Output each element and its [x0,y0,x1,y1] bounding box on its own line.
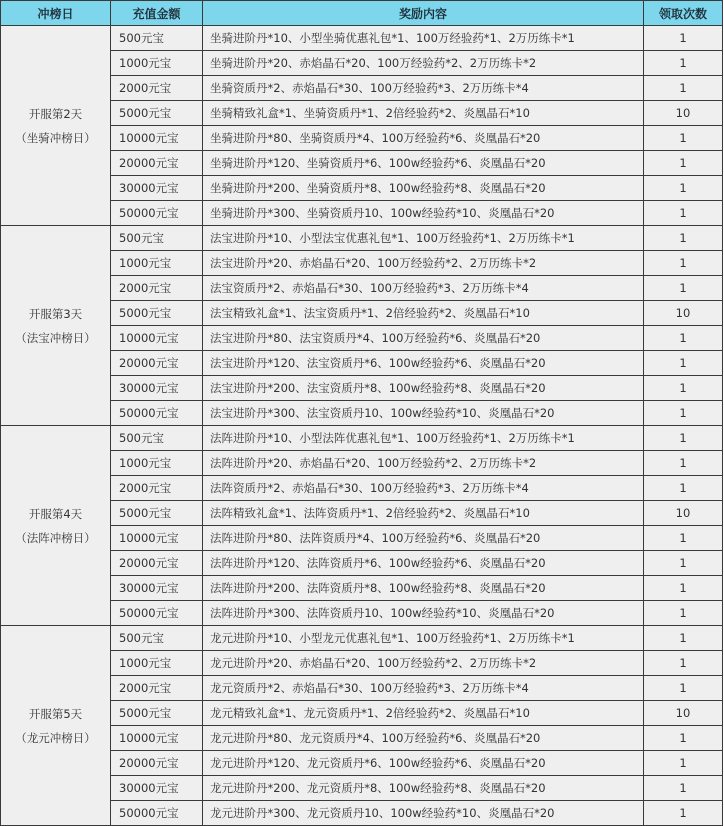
reward-content-cell: 法宝进阶丹*20、赤焰晶石*20、100万经验药*2、2万历练卡*2 [203,251,644,276]
recharge-amount-cell: 2000元宝 [111,76,203,101]
rank-day-theme: （法宝冲榜日） [15,330,96,345]
table-row [1,26,723,51]
recharge-amount-cell: 2000元宝 [111,676,203,701]
reward-content-cell: 龙元精致礼盒*1、龙元资质丹*1、2倍经验药*2、炎凰晶石*10 [203,701,644,726]
claim-count-cell: 10 [644,501,723,526]
rank-day-cell [1,626,111,826]
claim-count-cell: 1 [644,326,723,351]
reward-content-cell: 龙元进阶丹*80、龙元资质丹*4、100万经验药*6、炎凰晶石*20 [203,726,644,751]
recharge-amount-cell: 30000元宝 [111,776,203,801]
reward-content-cell: 法阵进阶丹*20、赤焰晶石*20、100万经验药*2、2万历练卡*2 [203,451,644,476]
claim-count-cell: 1 [644,401,723,426]
reward-content-cell: 龙元进阶丹*200、龙元资质丹*8、100w经验药*8、炎凰晶石*20 [203,776,644,801]
recharge-amount-cell: 500元宝 [111,626,203,651]
rank-day-label: 开服第3天 [28,306,83,321]
rank-day-cell [1,26,111,226]
recharge-amount-cell: 1000元宝 [111,451,203,476]
reward-content-cell: 法阵进阶丹*120、法阵资质丹*6、100w经验药*6、炎凰晶石*20 [203,551,644,576]
reward-content-cell: 法阵进阶丹*200、法阵资质丹*8、100w经验药*8、炎凰晶石*20 [203,576,644,601]
rank-day-theme: （法阵冲榜日） [15,530,96,545]
table-row [1,226,723,251]
recharge-amount-cell: 30000元宝 [111,176,203,201]
recharge-amount-cell: 10000元宝 [111,526,203,551]
claim-count-cell: 1 [644,551,723,576]
reward-content-cell: 法宝资质丹*2、赤焰晶石*30、100万经验药*3、2万历练卡*4 [203,276,644,301]
claim-count-cell: 1 [644,351,723,376]
claim-count-cell: 1 [644,576,723,601]
claim-count-cell: 1 [644,151,723,176]
header-reward-content: 奖励内容 [203,1,644,26]
claim-count-cell: 1 [644,126,723,151]
recharge-amount-cell: 20000元宝 [111,751,203,776]
recharge-amount-cell: 500元宝 [111,226,203,251]
recharge-amount-cell: 50000元宝 [111,601,203,626]
header-rank-day: 冲榜日 [1,1,111,26]
recharge-amount-cell: 30000元宝 [111,376,203,401]
reward-content-cell: 坐骑进阶丹*10、小型坐骑优惠礼包*1、100万经验药*1、2万历练卡*1 [203,26,644,51]
claim-count-cell: 1 [644,776,723,801]
reward-content-cell: 法阵进阶丹*10、小型法阵优惠礼包*1、100万经验药*1、2万历练卡*1 [203,426,644,451]
table-row [1,626,723,651]
claim-count-cell: 1 [644,51,723,76]
reward-content-cell: 坐骑精致礼盒*1、坐骑资质丹*1、2倍经验药*2、炎凰晶石*10 [203,101,644,126]
rank-day-label: 开服第4天 [28,506,83,521]
header-recharge-amount: 充值金额 [111,1,203,26]
header-row [1,1,723,26]
reward-content-cell: 坐骑进阶丹*300、坐骑资质丹10、100w经验药*10、炎凰晶石*20 [203,201,644,226]
claim-count-cell: 10 [644,301,723,326]
claim-count-cell: 1 [644,476,723,501]
reward-content-cell: 法宝进阶丹*120、法宝资质丹*6、100w经验药*6、炎凰晶石*20 [203,351,644,376]
recharge-amount-cell: 5000元宝 [111,101,203,126]
claim-count-cell: 1 [644,251,723,276]
recharge-amount-cell: 5000元宝 [111,501,203,526]
claim-count-cell: 1 [644,226,723,251]
recharge-amount-cell: 50000元宝 [111,801,203,826]
reward-content-cell: 法阵资质丹*2、赤焰晶石*30、100万经验药*3、2万历练卡*4 [203,476,644,501]
reward-content-cell: 法宝进阶丹*80、法宝资质丹*4、100万经验药*6、炎凰晶石*20 [203,326,644,351]
reward-content-cell: 坐骑进阶丹*120、坐骑资质丹*6、100w经验药*6、炎凰晶石*20 [203,151,644,176]
reward-content-cell: 法阵精致礼盒*1、法阵资质丹*1、2倍经验药*2、炎凰晶石*10 [203,501,644,526]
claim-count-cell: 1 [644,751,723,776]
reward-content-cell: 法阵进阶丹*300、法阵资质丹10、100w经验药*10、炎凰晶石*20 [203,601,644,626]
rank-day-theme: （龙元冲榜日） [15,730,96,745]
reward-content-cell: 法阵进阶丹*80、法阵资质丹*4、100万经验药*6、炎凰晶石*20 [203,526,644,551]
reward-content-cell: 龙元进阶丹*120、龙元资质丹*6、100w经验药*6、炎凰晶石*20 [203,751,644,776]
recharge-amount-cell: 5000元宝 [111,301,203,326]
claim-count-cell: 1 [644,176,723,201]
recharge-amount-cell: 50000元宝 [111,401,203,426]
recharge-amount-cell: 10000元宝 [111,326,203,351]
claim-count-cell: 1 [644,376,723,401]
recharge-amount-cell: 1000元宝 [111,51,203,76]
claim-count-cell: 1 [644,651,723,676]
rank-day-label: 开服第5天 [28,706,83,721]
header-claim-count: 领取次数 [644,1,723,26]
reward-content-cell: 龙元进阶丹*10、小型龙元优惠礼包*1、100万经验药*1、2万历练卡*1 [203,626,644,651]
recharge-amount-cell: 500元宝 [111,26,203,51]
claim-count-cell: 1 [644,426,723,451]
claim-count-cell: 1 [644,451,723,476]
reward-content-cell: 法宝进阶丹*200、法宝资质丹*8、100w经验药*8、炎凰晶石*20 [203,376,644,401]
reward-content-cell: 法宝进阶丹*300、法宝资质丹10、100w经验药*10、炎凰晶石*20 [203,401,644,426]
reward-content-cell: 坐骑进阶丹*80、坐骑资质丹*4、100万经验药*6、炎凰晶石*20 [203,126,644,151]
reward-content-cell: 龙元进阶丹*20、赤焰晶石*20、100万经验药*2、2万历练卡*2 [203,651,644,676]
claim-count-cell: 1 [644,801,723,826]
recharge-amount-cell: 30000元宝 [111,576,203,601]
claim-count-cell: 1 [644,526,723,551]
reward-content-cell: 坐骑进阶丹*200、坐骑资质丹*8、100w经验药*8、炎凰晶石*20 [203,176,644,201]
recharge-amount-cell: 20000元宝 [111,551,203,576]
claim-count-cell: 10 [644,701,723,726]
reward-content-cell: 法宝精致礼盒*1、法宝资质丹*1、2倍经验药*2、炎凰晶石*10 [203,301,644,326]
recharge-amount-cell: 20000元宝 [111,151,203,176]
claim-count-cell: 1 [644,726,723,751]
recharge-amount-cell: 10000元宝 [111,726,203,751]
recharge-amount-cell: 5000元宝 [111,701,203,726]
rank-day-cell [1,226,111,426]
recharge-amount-cell: 500元宝 [111,426,203,451]
claim-count-cell: 1 [644,601,723,626]
recharge-amount-cell: 1000元宝 [111,651,203,676]
claim-count-cell: 10 [644,101,723,126]
recharge-amount-cell: 50000元宝 [111,201,203,226]
reward-content-cell: 龙元资质丹*2、赤焰晶石*30、100万经验药*3、2万历练卡*4 [203,676,644,701]
rank-day-theme: （坐骑冲榜日） [15,130,96,145]
recharge-amount-cell: 2000元宝 [111,276,203,301]
recharge-amount-cell: 1000元宝 [111,251,203,276]
claim-count-cell: 1 [644,76,723,101]
claim-count-cell: 1 [644,276,723,301]
recharge-amount-cell: 10000元宝 [111,126,203,151]
table-body [1,26,723,826]
reward-content-cell: 坐骑进阶丹*20、赤焰晶石*20、100万经验药*2、2万历练卡*2 [203,51,644,76]
rank-day-cell [1,426,111,626]
claim-count-cell: 1 [644,201,723,226]
recharge-amount-cell: 2000元宝 [111,476,203,501]
table-row [1,426,723,451]
reward-content-cell: 坐骑资质丹*2、赤焰晶石*30、100万经验药*3、2万历练卡*4 [203,76,644,101]
reward-content-cell: 龙元进阶丹*300、龙元资质丹10、100w经验药*10、炎凰晶石*20 [203,801,644,826]
claim-count-cell: 1 [644,26,723,51]
claim-count-cell: 1 [644,626,723,651]
recharge-amount-cell: 20000元宝 [111,351,203,376]
rank-day-label: 开服第2天 [28,106,83,121]
claim-count-cell: 1 [644,676,723,701]
reward-content-cell: 法宝进阶丹*10、小型法宝优惠礼包*1、100万经验药*1、2万历练卡*1 [203,226,644,251]
